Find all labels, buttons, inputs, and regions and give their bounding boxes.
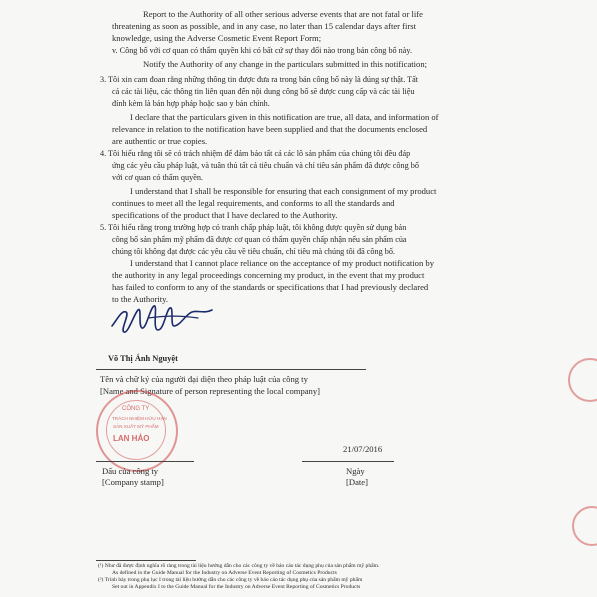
representative-label-en: [Name and Signature of person representing the local company]	[100, 386, 321, 396]
text-line: đính kèm là bản hợp pháp hoặc sao y bản chính.	[112, 99, 270, 108]
text-line: are authentic or true copies.	[112, 136, 208, 146]
text-line: has failed to conform to any of the standards or specifications that I had previously declared	[112, 282, 429, 292]
footnote-rule	[96, 560, 196, 561]
edge-seal-mark	[572, 506, 597, 546]
date-label-vi: Ngày	[346, 466, 365, 476]
stamp-line	[96, 461, 194, 462]
text-line: với cơ quan có thẩm quyền.	[112, 173, 203, 182]
footnote-2-en: Set out in Appendix I to the Guide Manual for the Industry on Adverse Event Reporting of Cosmetics Products	[112, 584, 361, 590]
representative-label-vi: Tên và chữ ký của người đại diện theo pháp luật của công ty	[100, 374, 308, 384]
text-line: to the Authority.	[112, 294, 169, 304]
text-line: Report to the Authority of all other serious adverse events that are not fatal or life	[143, 9, 423, 19]
signature-image	[108, 296, 218, 338]
text-line: Notify the Authority of any change in the particulars submitted in this notification;	[143, 59, 428, 69]
signer-name: Võ Thị Ánh Nguyệt	[108, 354, 178, 363]
date-value: 21/07/2016	[343, 444, 383, 454]
text-line: the authority in any legal proceedings concerning my product, in the event that my product	[112, 270, 425, 280]
text-line: threatening as soon as possible, and in any case, no later than 15 calendar days after first	[112, 21, 417, 31]
text-line: knowledge, using the Adverse Cosmetic Event Report Form;	[112, 33, 322, 43]
stamp-label-en: [Company stamp]	[102, 477, 164, 487]
text-line: ứng các yêu cầu pháp luật, và tuân thủ tất cả tiêu chuẩn và chỉ tiêu sản phẩm đã được công bố	[112, 161, 419, 170]
text-line: I understand that I cannot place reliance on the acceptance of my product notification by	[130, 258, 434, 268]
text-line: continues to meet all the legal requirements, and conforms to all the standards and	[112, 198, 395, 208]
text-line: công bố sản phẩm mỹ phẩm đã được cơ quan có thẩm quyền chấp nhận nếu sản phẩm của	[112, 235, 407, 244]
footnote-2: (²) Trình bày trong phụ lục I trong tài liệu hướng dẫn cho các công ty về báo cáo tác dụng phụ của sản phẩm mỹ phẩm	[98, 577, 363, 583]
text-line: chúng tôi không đạt được các yêu cầu về tiêu chuẩn, chỉ tiêu mà chúng tôi đã công bố.	[112, 247, 395, 256]
text-line: 3. Tôi xin cam đoan rằng những thông tin được đưa ra trong bản công bố này là đúng sự thật. Tất	[100, 75, 419, 84]
footnote-1-en: As defined in the Guide Manual for the Industry on Adverse Event Reporting of Cosmetics Products	[112, 570, 337, 576]
footnote-1: (¹) Như đã được định nghĩa rõ ràng trong tài liệu hướng dẫn cho các công ty về báo cáo tác dụng phụ của sản phẩm mỹ phẩm.	[98, 563, 380, 569]
text-line: 5. Tôi hiểu rằng trong trường hợp có tranh chấp pháp luật, tôi không được quyền sử dụng bản	[100, 223, 407, 232]
text-line: I declare that the particulars given in this notification are true, all data, and information of	[130, 112, 439, 122]
date-line	[302, 461, 394, 462]
date-label-en: [Date]	[346, 477, 368, 487]
signature-line	[96, 369, 366, 370]
stamp-label-vi: Dấu của công ty	[102, 466, 159, 476]
text-line: cả các tài liệu, các thông tin liên quan đến nội dung công bố sẽ được cung cấp và các tài liệu	[112, 87, 415, 96]
text-line: 4. Tôi hiểu rằng tôi sẽ có trách nhiệm để đảm bảo tất cả các lô sản phẩm của chúng tôi đều đáp	[100, 149, 411, 158]
edge-seal-mark	[568, 358, 597, 402]
text-line: relevance in relation to the notification have been supplied and that the documents enclosed	[112, 124, 428, 134]
text-line: v. Công bố với cơ quan có thẩm quyền khi có bất cứ sự thay đổi nào trong bản công bố này.	[112, 46, 413, 55]
text-line: I understand that I shall be responsible for ensuring that each consignment of my product	[130, 186, 437, 196]
text-line: specifications of the product that I have declared to the Authority.	[112, 210, 338, 220]
company-stamp: CÔNG TY TRÁCH NHIỆM HỮU HẠN SẢN XUẤT MỸ PHẨM LAN HẢO	[96, 390, 178, 472]
